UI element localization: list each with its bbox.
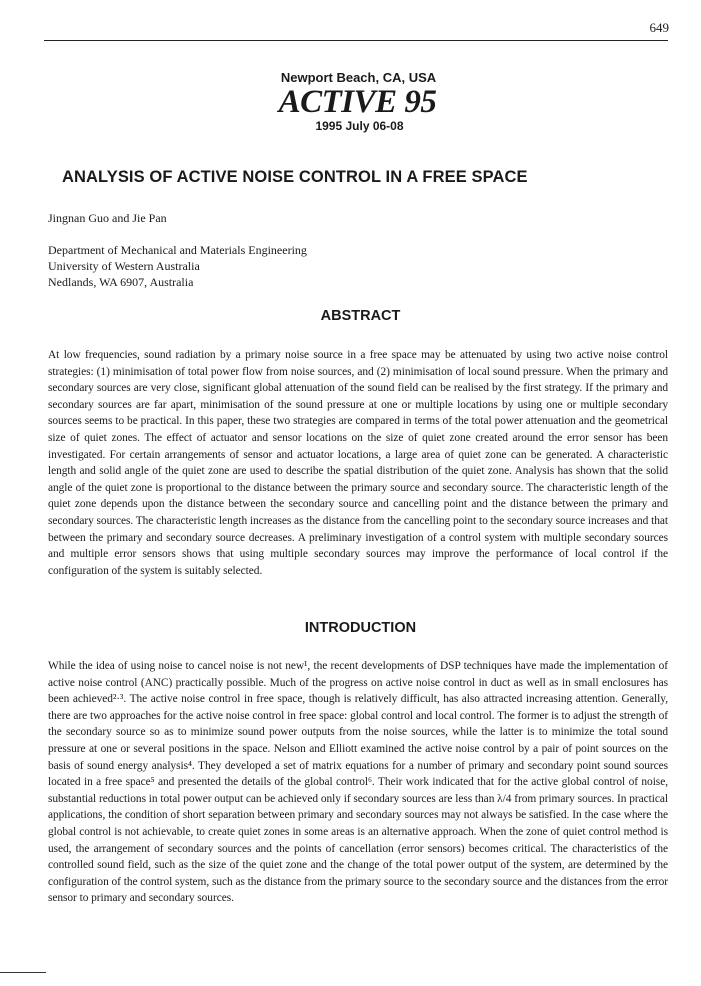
header-rule xyxy=(44,40,668,41)
introduction-text: While the idea of using noise to cancel noise is not new¹, the recent developments of DSP techniques have made the implementation of active noise control (ANC) practically possible. Much of the progress on active noise control in duct as well as in small enclosures has been achieved²·³. The active noise control in free space, though is relatively difficult, has also attracted increasing attention. Generally, there are two approaches for the active noise control in free space: global control and local control. The former is to adjust the strength of the secondary source so as to minimize sound power outputs from the noise sources, while the latter is to minimize the total sound pressure at one or several positions in the space. Nelson and Elliott examined the active noise control by a pair of point sources on the basis of sound energy analysis⁴. They developed a set of matrix equations for a number of primary and secondary point sound sources located in a free space⁵ and presented the details of the global control⁶. Their work indicated that for the active global control of noise, substantial reductions in total power output can be achieved only if secondary sources are less than λ/4 from primary sources. In practical applications, the condition of short separation between primary and secondary sources may not always be satisfied. In the case where the global control is not achievable, to create quiet zones in some areas is an alternative approach. When the zone of quiet control method is used, the arrangement of secondary sources and the points of cancellation (error sensors) becomes critical. The characteristics of the controlled sound field, such as the size of the quiet zone and the change of the total power output of the system, are determined by the configuration of the control system, such as the distance from the primary source to the secondary source and the distances from the error sensor to primary and secondary sources. xyxy=(48,660,668,905)
page-number: 649 xyxy=(649,20,669,35)
conference-dates: 1995 July 06-08 xyxy=(315,119,404,133)
conference-location: Newport Beach, CA, USA xyxy=(280,70,437,85)
paper-authors: Jingnan Guo and Jie Pan xyxy=(48,211,167,225)
affiliation-address: Nedlands, WA 6907, Australia xyxy=(48,275,194,289)
affiliation-university: University of Western Australia xyxy=(48,259,200,273)
paper-title: ANALYSIS OF ACTIVE NOISE CONTROL IN A FREE SPACE xyxy=(62,168,528,186)
conference-name: ACTIVE 95 xyxy=(278,84,437,120)
abstract-heading: ABSTRACT xyxy=(320,308,401,324)
footnote-rule xyxy=(0,972,46,973)
affiliation-department: Department of Mechanical and Materials Engineering xyxy=(48,243,307,257)
author-affiliation xyxy=(48,242,307,290)
abstract-text: At low frequencies, sound radiation by a primary noise source in a free space may be attenuated by using two active noise control strategies: (1) minimisation of total power flow from noise sources, and (2) minimisation of local sound pressure. When the primary and secondary sources are very close, significant global attenuation of the sound field can be realised by the first strategy. If the primary and secondary sources are far apart, minimisation of the sound pressure at one or multiple locations by using one or multiple secondary sources seems to be practical. In this paper, these two strategies are compared in terms of the total power attenuation and the geometrical size of quiet zones. The effect of actuator and sensor locations on the size of quiet zone created around the error sensor has been investigated. For certain arrangements of sensor and actuator locations, a large area of quiet zone can be generated. A characteristic length and solid angle of the quiet zone are used to describe the spatial distribution of the quiet zone. Analysis has shown that the solid angle of the quiet zone is proportional to the distance between the primary source and secondary source. The characteristic length of the quiet zone depends upon the distance between the secondary source and cancelling point and the distance between the primary and secondary sources. The characteristic length increases as the distance from the cancelling point to the secondary source increases and that between the primary and secondary source decreases. A preliminary investigation of a control system with multiple secondary sources and multiple error sensors shows that using multiple secondary sources may improve the performance of local control if the configuration of the system is suitably selected. xyxy=(48,349,668,577)
introduction-heading: INTRODUCTION xyxy=(304,620,417,636)
conference-header xyxy=(0,70,701,133)
